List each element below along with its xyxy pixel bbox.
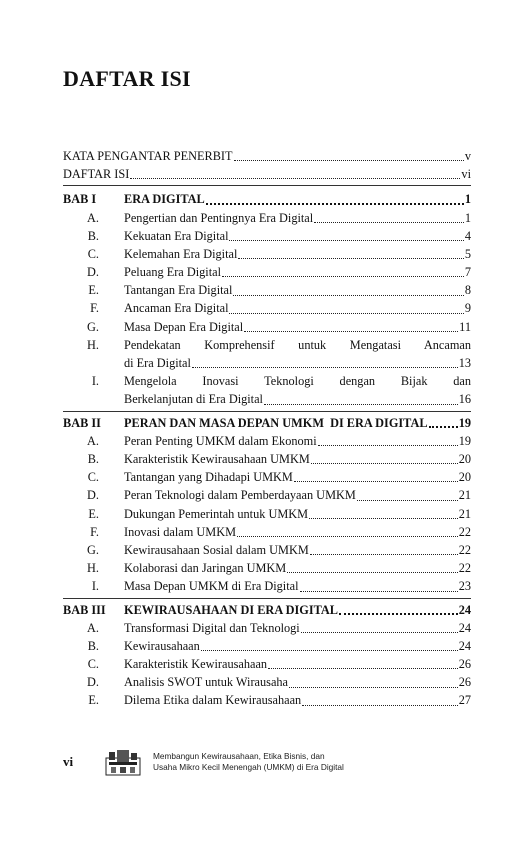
section-title: Tantangan yang Dihadapi UMKM [124,470,293,485]
section-title: Kewirausahaan [124,638,200,653]
chapter-code: BAB III [63,602,106,617]
chapter-code: BAB I [63,192,97,207]
section-title: Pendekatan Komprehensif untuk Mengatasi Ancaman [124,337,471,352]
section-letter: H. [87,337,99,352]
section-letter: D. [87,488,99,503]
dot-leader [300,591,458,592]
toc-section-row[interactable] [63,432,471,450]
toc-page-number: 7 [464,265,471,280]
toc-page-number: 1 [464,192,471,207]
dot-leader [318,445,458,446]
toc-page-number: 23 [458,579,471,594]
toc-section-row[interactable] [63,486,471,504]
toc-page-number: 19 [458,415,471,430]
section-title: Karakteristik Kewirausahaan UMKM [124,452,310,467]
section-letter: B. [87,638,99,653]
dot-leader [206,203,464,205]
section-divider [63,185,471,186]
toc-page-number: 20 [458,470,471,485]
dot-leader [301,632,458,633]
section-letter: D. [87,675,99,690]
toc-section-row[interactable] [63,450,471,468]
section-title: Kewirausahaan Sosial dalam UMKM [124,542,309,557]
section-title: Kekuatan Era Digital [124,228,229,243]
toc-page-number: 24 [458,602,471,617]
dot-leader [357,500,458,501]
toc-page-number: 1 [464,210,471,225]
section-letter: F. [90,301,99,316]
dot-leader [294,481,458,482]
toc-page-number: 5 [464,246,471,261]
section-letter: G. [87,542,99,557]
toc-page-number: 24 [458,620,471,635]
dot-leader [268,668,458,669]
section-title: Peran Teknologi dalam Pemberdayaan UMKM [124,488,356,503]
toc-page-number: v [464,148,471,163]
toc-page-number: 22 [458,524,471,539]
section-title: Kolaborasi dan Jaringan UMKM [124,561,287,576]
section-title: Peran Penting UMKM dalam Ekonomi [124,433,317,448]
toc-page-number: 24 [458,638,471,653]
toc-page-number: 21 [458,488,471,503]
dot-leader [192,367,458,368]
toc-section-row[interactable] [63,300,471,318]
toc-chapter-row[interactable] [63,190,471,208]
toc-section-row[interactable] [63,263,471,281]
toc-section-row[interactable] [63,673,471,691]
section-divider [63,411,471,412]
section-letter: C. [87,246,99,261]
toc-page-number: 27 [458,693,471,708]
section-title: Dilema Etika dalam Kewirausahaan [124,693,302,708]
dot-leader [310,554,458,555]
section-letter: B. [87,228,99,243]
toc-section-row[interactable] [63,655,471,673]
toc-page-number: 26 [458,675,471,690]
section-letter: E. [88,506,99,521]
toc-chapter-row[interactable] [63,601,471,619]
section-title-continued: Berkelanjutan di Era Digital [124,392,263,407]
chapter-code: BAB II [63,415,101,430]
section-letter: G. [87,319,99,334]
section-title: Pengertian dan Pentingnya Era Digital [124,210,314,225]
section-title: Karakteristik Kewirausahaan [124,657,268,672]
toc-section-row[interactable] [63,209,471,227]
section-divider [63,598,471,599]
section-title: Transformasi Digital dan Teknologi [124,620,300,635]
toc-entry-label: DAFTAR ISI [63,167,130,182]
chapter-title: PERAN DAN MASA DEPAN UMKM DI ERA DIGITAL [124,415,428,430]
footer-title-line: Membangun Kewirausahaan, Etika Bisnis, dan [153,751,325,761]
toc-page-number: 16 [458,392,471,407]
dot-leader [130,178,460,179]
toc-page-number: 21 [458,506,471,521]
toc-section-row[interactable] [63,372,471,408]
dot-leader [302,705,457,706]
toc-section-row[interactable] [63,505,471,523]
dot-leader [233,295,463,296]
section-letter: A. [87,210,99,225]
page-footer [63,748,473,776]
toc-front-row[interactable] [63,165,471,183]
toc-section-row[interactable] [63,245,471,263]
toc-section-row[interactable] [63,281,471,299]
toc-section-row[interactable] [63,577,471,595]
section-title: Masa Depan UMKM di Era Digital [124,579,299,594]
toc-section-row[interactable] [63,637,471,655]
dot-leader [339,613,458,615]
toc-page-number: 22 [458,561,471,576]
section-title: Peluang Era Digital [124,265,221,280]
toc-section-row[interactable] [63,227,471,245]
toc-section-row[interactable] [63,523,471,541]
section-title-continued: di Era Digital [124,356,191,371]
section-letter: I. [91,374,99,389]
dot-leader [287,572,457,573]
table-of-contents [63,147,471,710]
chapter-title: ERA DIGITAL [124,192,205,207]
dot-leader [229,313,463,314]
toc-section-row[interactable] [63,692,471,710]
section-letter: H. [87,561,99,576]
toc-page-number: 4 [464,228,471,243]
dot-leader [238,258,463,259]
toc-page-number: 13 [458,356,471,371]
dot-leader [234,160,464,161]
dot-leader [289,687,458,688]
dot-leader [314,222,464,223]
toc-page-number: 22 [458,542,471,557]
footer-title-line: Usaha Mikro Kecil Menengah (UMKM) di Era Digital [153,762,344,772]
toc-section-row[interactable] [63,318,471,336]
dot-leader [201,650,458,651]
footer-book-title [153,751,344,773]
section-title: Tantangan Era Digital [124,283,233,298]
toc-page-number: 9 [464,301,471,316]
toc-page-number: 11 [459,319,471,334]
dot-leader [244,331,458,332]
section-title: Mengelola Inovasi Teknologi dengan Bijak dan [124,374,471,389]
section-title: Kelemahan Era Digital [124,246,238,261]
section-title: Ancaman Era Digital [124,301,229,316]
dot-leader [229,240,463,241]
section-letter: A. [87,620,99,635]
page-title: DAFTAR ISI [63,66,191,91]
toc-section-row[interactable] [63,541,471,559]
section-letter: D. [87,265,99,280]
dot-leader [237,536,458,537]
toc-page-number: vi [461,167,471,182]
toc-entry-label: KATA PENGANTAR PENERBIT [63,148,233,163]
toc-page-number: 26 [458,657,471,672]
toc-page-number: 19 [458,433,471,448]
section-letter: E. [88,693,99,708]
chapter-title: KEWIRAUSAHAAN DI ERA DIGITAL [124,602,338,617]
toc-section-row[interactable] [63,336,471,372]
footer-page-number: vi [63,754,74,769]
toc-chapter-row[interactable] [63,414,471,432]
publisher-logo-icon [105,748,141,776]
toc-page-number: 20 [458,452,471,467]
section-letter: C. [87,470,99,485]
toc-section-row[interactable] [63,559,471,577]
dot-leader [222,276,464,277]
section-letter: B. [87,452,99,467]
section-title: Analisis SWOT untuk Wirausaha [124,675,289,690]
section-letter: C. [87,657,99,672]
toc-page-number: 8 [464,283,471,298]
toc-section-row[interactable] [63,468,471,486]
section-letter: F. [90,524,99,539]
section-title: Dukungan Pemerintah untuk UMKM [124,506,309,521]
toc-front-row[interactable] [63,147,471,165]
section-letter: E. [88,283,99,298]
section-title: Masa Depan Era Digital [124,319,244,334]
dot-leader [264,404,458,405]
section-letter: I. [91,579,99,594]
toc-section-row[interactable] [63,619,471,637]
dot-leader [309,518,458,519]
dot-leader [311,463,458,464]
section-title: Inovasi dalam UMKM [124,524,237,539]
section-letter: A. [87,433,99,448]
dot-leader [429,426,458,428]
